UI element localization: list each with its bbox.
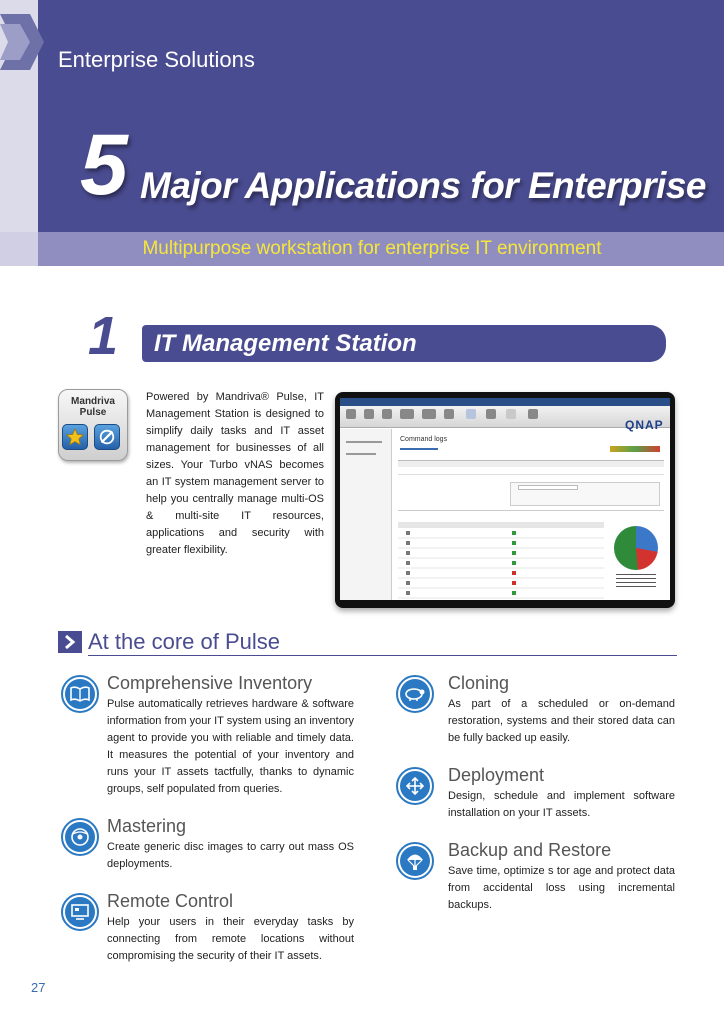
filter-input bbox=[518, 485, 578, 490]
chevron-decoration-icon bbox=[0, 0, 48, 100]
toolbar-icon bbox=[466, 409, 476, 419]
row-icons bbox=[406, 531, 410, 595]
screenshot-actions bbox=[610, 446, 660, 452]
intro-paragraph: Powered by Mandriva® Pulse, IT Management Station is designed to simplify daily tasks and IT asset management for businesses of all sizes. Your Turbo vNAS becomes an IT system management server to help you centrally manage multi-OS & multi-site IT resources, applications and security with greater flexibility. bbox=[146, 391, 324, 556]
star-icon bbox=[62, 424, 88, 450]
screenshot-heading: Command logs bbox=[400, 436, 448, 443]
pie-legend bbox=[616, 574, 656, 588]
page-number: 27 bbox=[31, 980, 46, 995]
screenshot-topbar bbox=[340, 398, 670, 406]
logo-text bbox=[58, 396, 128, 418]
toolbar-icon bbox=[422, 409, 436, 419]
toolbar-icon bbox=[364, 409, 374, 419]
toolbar-icon bbox=[444, 409, 454, 419]
tools-icon bbox=[94, 424, 120, 450]
screenshot-sidebar bbox=[340, 429, 392, 600]
log-table-rows bbox=[398, 529, 604, 599]
page-subtitle: Multipurpose workstation for enterprise IT environment bbox=[142, 238, 602, 259]
divider bbox=[398, 510, 664, 511]
monitor-icon bbox=[61, 893, 99, 931]
toolbar-icon bbox=[400, 409, 414, 419]
feature-title: Backup and Restore bbox=[448, 840, 612, 860]
major-number: 5 bbox=[80, 117, 126, 213]
feature-body: Design, schedule and implement software installation on your IT assets. bbox=[448, 790, 675, 819]
toolbar-icon bbox=[506, 409, 516, 419]
feature-body: Save time, optimize s tor age and protect data from accidental loss using incremental backups. bbox=[448, 865, 675, 911]
screenshot-subheading bbox=[400, 448, 438, 450]
feature-body: As part of a scheduled or on-demand restoration, systems and their stored data can be fully backed up easily. bbox=[448, 698, 675, 744]
screenshot-screen bbox=[340, 398, 670, 600]
logo-line-2: Pulse bbox=[79, 407, 107, 418]
parachute-icon bbox=[396, 842, 434, 880]
page-title: Major Applications for Enterprise bbox=[140, 165, 706, 206]
section-arrow-icon bbox=[58, 631, 82, 653]
feature-body: Pulse automatically retrieves hardware & software information from your IT system using an inventory agent to provide you with reliable and timely data. It measures the potential of your inventory and runs your IT assets tactfully, thanks to dynamic groups, self populated from queries. bbox=[107, 698, 354, 795]
table-row bbox=[398, 468, 664, 475]
sidebar-item bbox=[346, 441, 382, 443]
section-number: 1 bbox=[88, 306, 119, 366]
sheep-icon bbox=[396, 675, 434, 713]
feature-title: Mastering bbox=[107, 816, 187, 836]
logo-line-1: Mandriva bbox=[71, 396, 115, 407]
toolbar-icon bbox=[486, 409, 496, 419]
status-icons bbox=[512, 531, 516, 595]
toolbar-icon bbox=[346, 409, 356, 419]
table-header-row bbox=[398, 461, 664, 467]
qnap-logo: QNAP bbox=[625, 418, 664, 432]
section-tag: Enterprise Solutions bbox=[58, 47, 255, 72]
disc-icon bbox=[61, 818, 99, 856]
section-title: IT Management Station bbox=[154, 330, 417, 357]
feature-title: Remote Control bbox=[107, 891, 234, 911]
log-table-header bbox=[398, 522, 604, 528]
status-failed-icon bbox=[512, 581, 516, 585]
feature-title: Comprehensive Inventory bbox=[107, 673, 313, 693]
core-section-rule bbox=[88, 655, 677, 656]
arrows-icon bbox=[396, 767, 434, 805]
feature-body: Help your users in their everyday tasks by connecting from remote locations without compromising the security of their IT assets. bbox=[107, 916, 354, 962]
book-icon bbox=[61, 675, 99, 713]
feature-title: Deployment bbox=[448, 765, 545, 785]
status-failed-icon bbox=[512, 571, 516, 575]
screenshot-toolbar bbox=[340, 406, 670, 428]
toolbar-icon bbox=[528, 409, 538, 419]
sidebar-item bbox=[346, 453, 376, 455]
toolbar-icon bbox=[382, 409, 392, 419]
core-section-title: At the core of Pulse bbox=[88, 629, 280, 654]
status-pie-chart bbox=[614, 526, 658, 570]
feature-body: Create generic disc images to carry out mass OS deployments. bbox=[107, 841, 354, 870]
feature-title: Cloning bbox=[448, 673, 510, 693]
